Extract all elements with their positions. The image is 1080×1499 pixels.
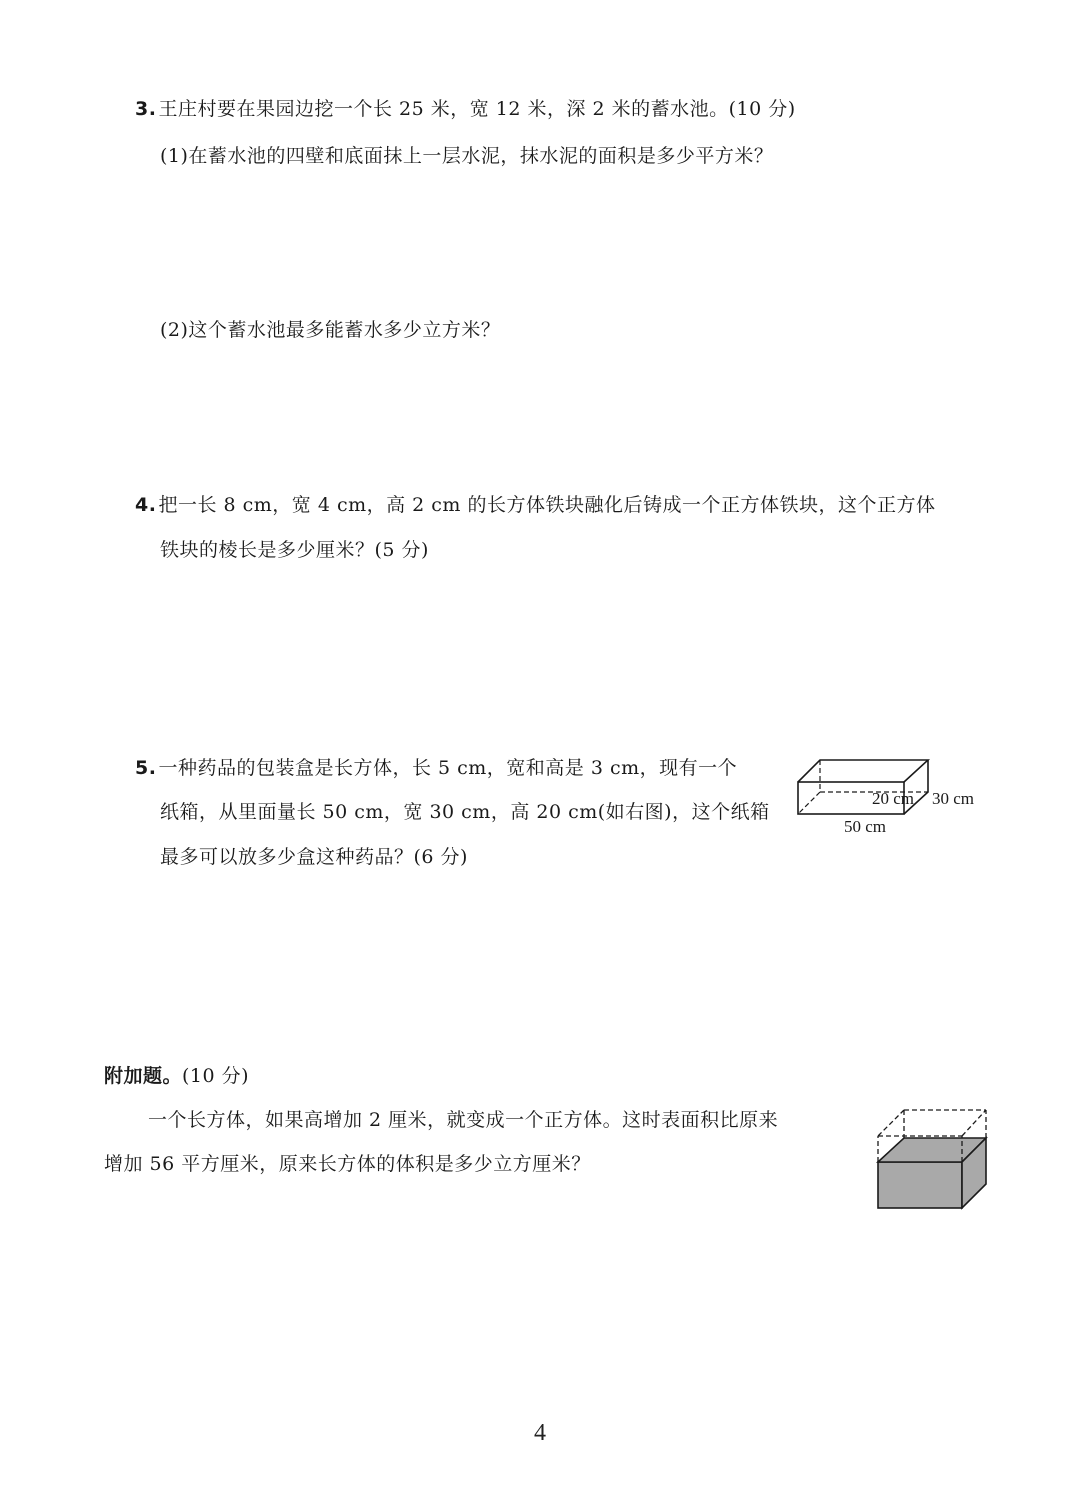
bonus-heading: [104, 1063, 249, 1089]
question-3-sub-1: (1)在蓄水池的四壁和底面抹上一层水泥，抹水泥的面积是多少平方米？: [160, 145, 774, 167]
box-length-label: 50 cm: [844, 817, 887, 836]
question-4-number: 4.: [135, 494, 157, 516]
question-5-line-3: 最多可以放多少盒这种药品？(6 分): [160, 846, 468, 868]
question-3-body: 王庄村要在果园边挖一个长 25 米，宽 12 米，深 2 米的蓄水池。(10 分): [158, 98, 796, 120]
question-3-number: 3.: [135, 98, 157, 120]
box-height-label: 30 cm: [932, 789, 975, 808]
question-3-sub-2: (2)这个蓄水池最多能蓄水多少立方米？: [160, 319, 501, 341]
question-4-body: 把一长 8 cm，宽 4 cm，高 2 cm 的长方体铁块融化后铸成一个正方体铁块，这个正方体: [158, 494, 936, 516]
bonus-title: 附加题。: [104, 1065, 183, 1087]
bonus-points: (10 分): [182, 1065, 250, 1087]
cuboid-diagram: [872, 1104, 994, 1216]
box-width-label: 20 cm: [872, 789, 915, 808]
question-5-line-2: 纸箱，从里面量长 50 cm，宽 30 cm，高 20 cm(如右图)，这个纸箱: [160, 801, 770, 823]
question-4-line-2: 铁块的棱长是多少厘米？(5 分): [160, 539, 429, 561]
box-diagram: [790, 752, 1000, 844]
bonus-line-2: 增加 56 平方厘米，原来长方体的体积是多少立方厘米？: [104, 1153, 591, 1175]
question-5-number: 5.: [135, 757, 157, 779]
question-5-body: 一种药品的包装盒是长方体，长 5 cm，宽和高是 3 cm，现有一个: [158, 757, 738, 779]
question-4-line-1: [135, 492, 935, 518]
question-5-line-1: [135, 755, 737, 781]
bonus-line-1: 一个长方体，如果高增加 2 厘米，就变成一个正方体。这时表面积比原来: [148, 1109, 779, 1131]
page-number: 4: [534, 1420, 546, 1446]
question-3-text: [135, 96, 796, 122]
